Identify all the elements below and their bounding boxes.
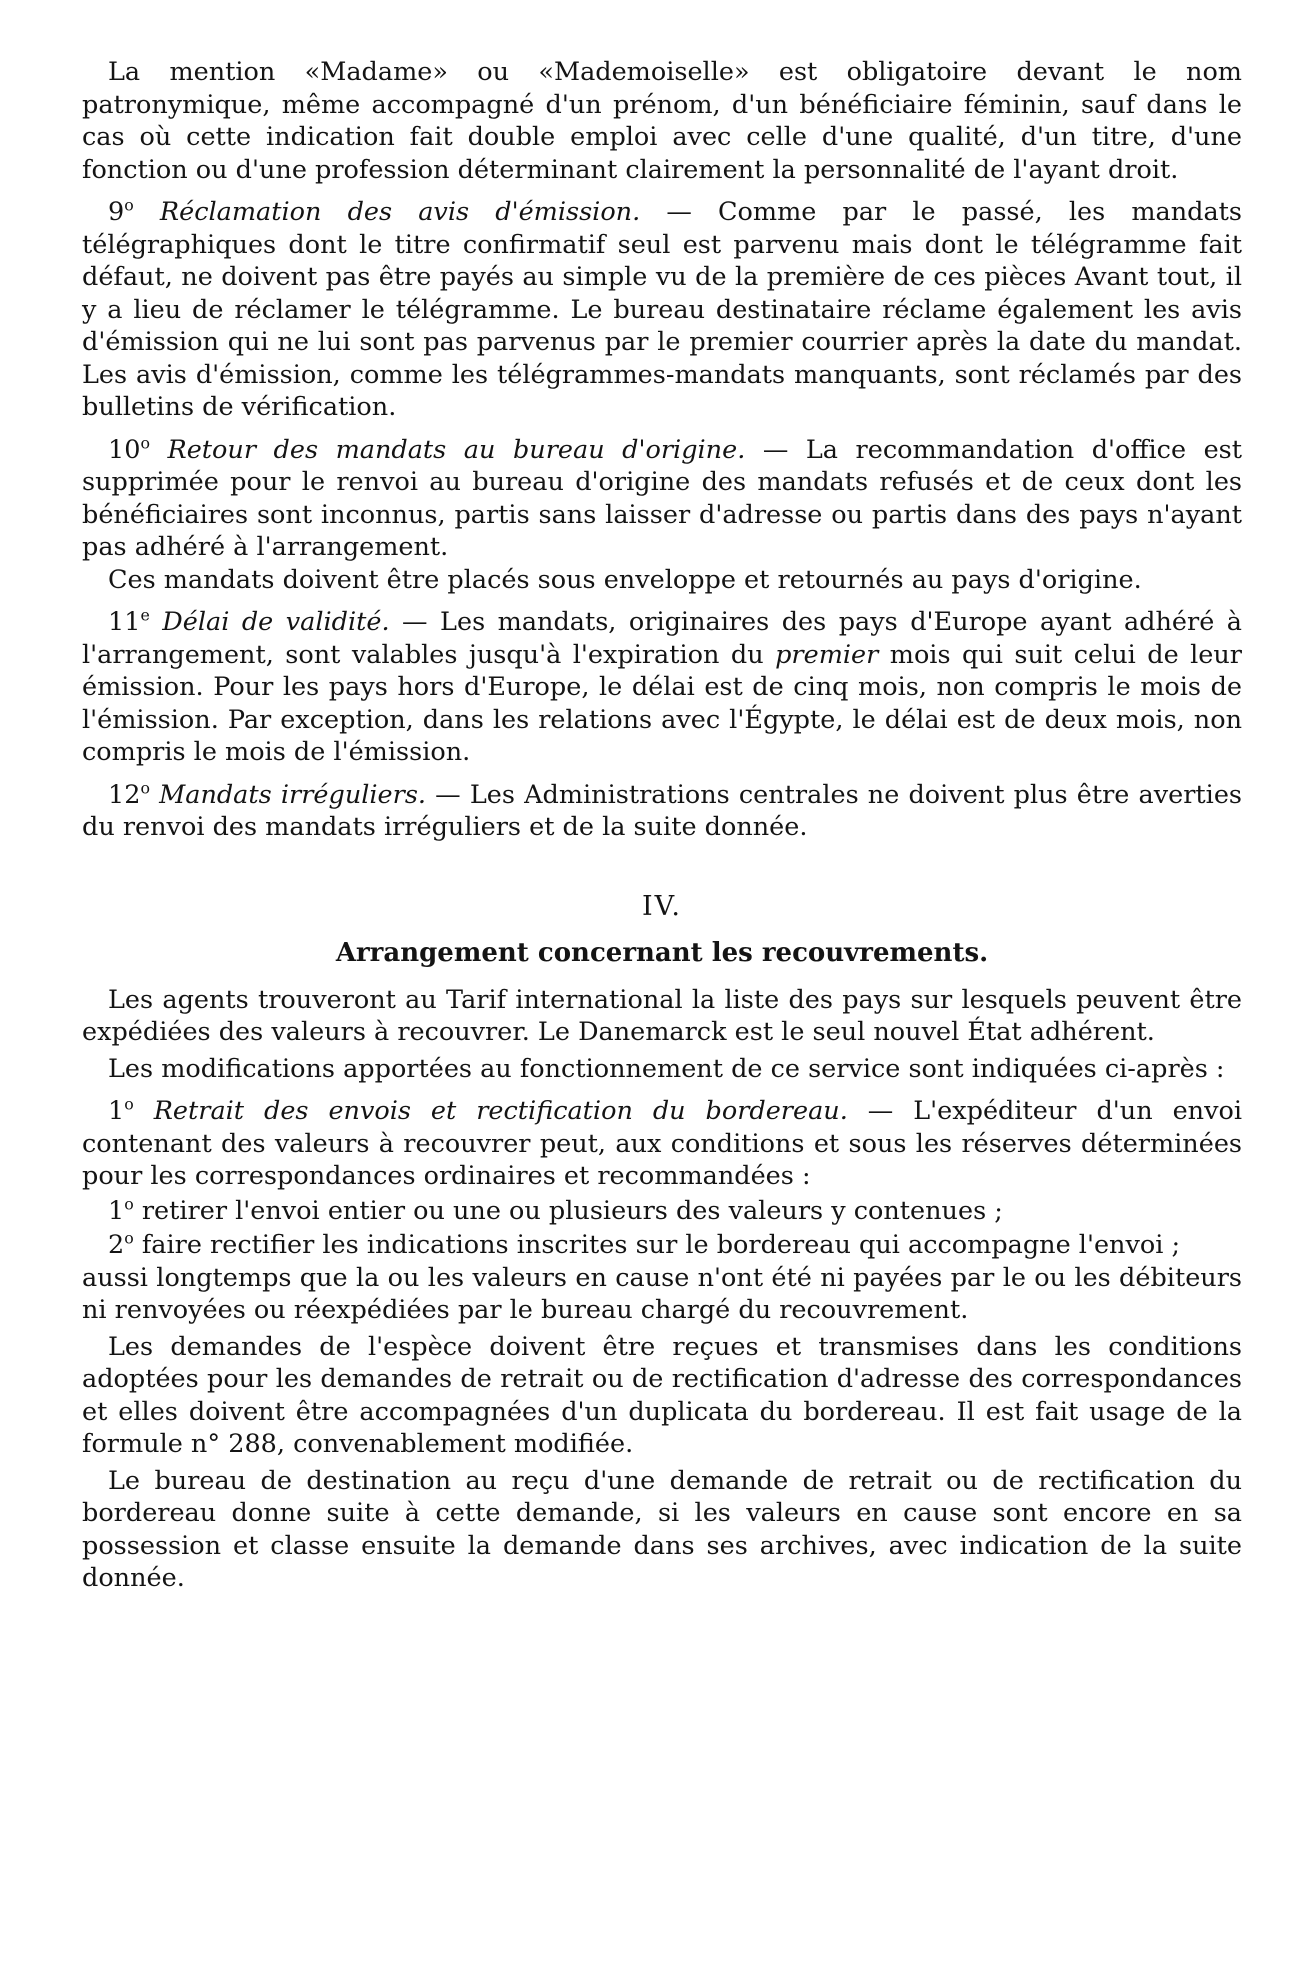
item-1 xyxy=(82,1095,1242,1193)
item-12-ordinal: o xyxy=(140,778,150,797)
item-1-ordinal: o xyxy=(124,1094,134,1114)
item-11-number: 11 xyxy=(108,607,141,637)
item-1-text: — L'expéditeur d'un envoi contenant des valeurs à recouvrer peut, aux conditions et sous les réserves déterminées pour les correspondances ordinaires et recommandées : xyxy=(82,1096,1243,1191)
item-12-text: — Les Administrations centrales ne doivent plus être averties du renvoi des mandats irréguliers et de la suite donnée. xyxy=(82,779,1243,842)
subitem-2-ordinal: o xyxy=(124,1228,134,1248)
item-12 xyxy=(82,779,1242,844)
item-1-number: 1 xyxy=(108,1096,125,1126)
item-12-number: 12 xyxy=(108,779,141,810)
subitem-2 xyxy=(82,1229,1242,1262)
section-paragraph-1: Les agents trouveront au Tarif international la liste des pays sur lesquels peuvent être expédiées des valeurs à recouvrer. Le Danemarck est le seul nouvel État adhérent. xyxy=(82,984,1242,1047)
item-11-lead: Délai de validité. xyxy=(162,607,390,637)
subitem-2-number: 2 xyxy=(108,1230,125,1260)
subitem-1-ordinal: o xyxy=(124,1194,134,1213)
subitem-1 xyxy=(82,1195,1242,1228)
subitem-2-text: faire rectifier les indications inscrites sur le bordereau qui accompagne l'envoi ; xyxy=(133,1230,1181,1260)
section-title: Arrangement concernant les recouvrements. xyxy=(335,937,989,968)
item-10 xyxy=(82,434,1242,564)
section-paragraph-2: Les modifications apportées au fonctionnement de ce service sont indiquées ci-après : xyxy=(108,1053,1225,1084)
closing-paragraph-1: Les demandes de l'espèce doivent être reçues et transmises dans les conditions adoptées pour les demandes de retrait ou de rectification d'adresse des correspondances et elles doivent être accompagnées d'un duplicata du bordereau. Il est fait usage de la formule n° 288, convenablement modifiée. xyxy=(82,1331,1242,1459)
item-10-ordinal: o xyxy=(140,433,150,452)
paragraph-mention: La mention «Madame» ou «Mademoiselle» est obligatoire devant le nom patronymique, même accompagné d'un prénom, d'un bénéficiaire féminin, sauf dans le cas où cette indication fait double emploi avec celle d'une qualité, d'un titre, d'une fonction ou d'une profession déterminant clairement la personnalité de l'ayant droit. xyxy=(82,57,1242,185)
item-9-number: 9 xyxy=(108,197,125,227)
subitem-1-number: 1 xyxy=(108,1195,125,1226)
item-9 xyxy=(82,196,1242,424)
subitem-1-text: retirer l'envoi entier ou une ou plusieurs des valeurs y contenues ; xyxy=(133,1195,1003,1226)
section-number: IV. xyxy=(641,890,683,922)
item-11-text-a: — Les mandats, originaires des pays d'Europe ayant adhéré à l'arrangement, sont valables jusqu'à l'expiration du xyxy=(82,607,1242,670)
item-9-lead: Réclamation des avis d'émission. xyxy=(159,197,641,227)
item-10-text: — La recommandation d'office est supprimée pour le renvoi au bureau d'origine des mandats refusés et de ceux dont les bénéficiaires sont inconnus, partis sans laisser d'adresse ou partis dans des pays n'ayant pas adhéré à l'arrangement. xyxy=(82,434,1242,562)
item-11-ordinal: e xyxy=(140,605,150,625)
item-10-number: 10 xyxy=(108,434,141,465)
continuation-paragraph: aussi longtemps que la ou les valeurs en cause n'ont été ni payées par le ou les débiteurs ni renvoyées ou réexpédiées par le bureau chargé du recouvrement. xyxy=(82,1262,1242,1325)
closing-paragraph-2: Le bureau de destination au reçu d'une demande de retrait ou de rectification du bordereau donne suite à cette demande, si les valeurs en cause sont encore en sa possession et classe ensuite la demande dans ses archives, avec indication de la suite donnée. xyxy=(82,1465,1242,1593)
item-11 xyxy=(82,606,1242,769)
item-1-lead: Retrait des envois et rectification du bordereau. xyxy=(153,1096,848,1126)
item-10-second-paragraph: Ces mandats doivent être placés sous enveloppe et retournés au pays d'origine. xyxy=(108,564,1142,595)
item-12-lead: Mandats irréguliers. xyxy=(159,779,427,810)
item-11-text-b: mois qui suit celui de leur émission. Pour les pays hors d'Europe, le délai est de cinq mois, non compris le mois de l'émission. Par exception, dans les relations avec l'Égypte, le délai est de deux mois, non compris le mois de l'émission. xyxy=(82,639,1243,767)
item-9-ordinal: o xyxy=(124,195,134,215)
item-9-text: — Comme par le passé, les mandats télégraphiques dont le titre confirmatif seul est parvenu mais dont le télégramme fait défaut, ne doivent pas être payés au simple vu de la première de ces pièces Avant tout, il y a lieu de réclamer le télégramme. Le bureau destinataire réclame également les avis d'émission qui ne lui sont pas parvenus par le premier courrier après la date du mandat. Les avis d'émission, comme les télégrammes-mandats manquants, sont réclamés par des bulletins de vérification. xyxy=(82,197,1242,422)
item-10-lead: Retour des mandats au bureau d'origine. xyxy=(167,434,746,465)
item-11-emphasis: premier xyxy=(775,639,879,670)
